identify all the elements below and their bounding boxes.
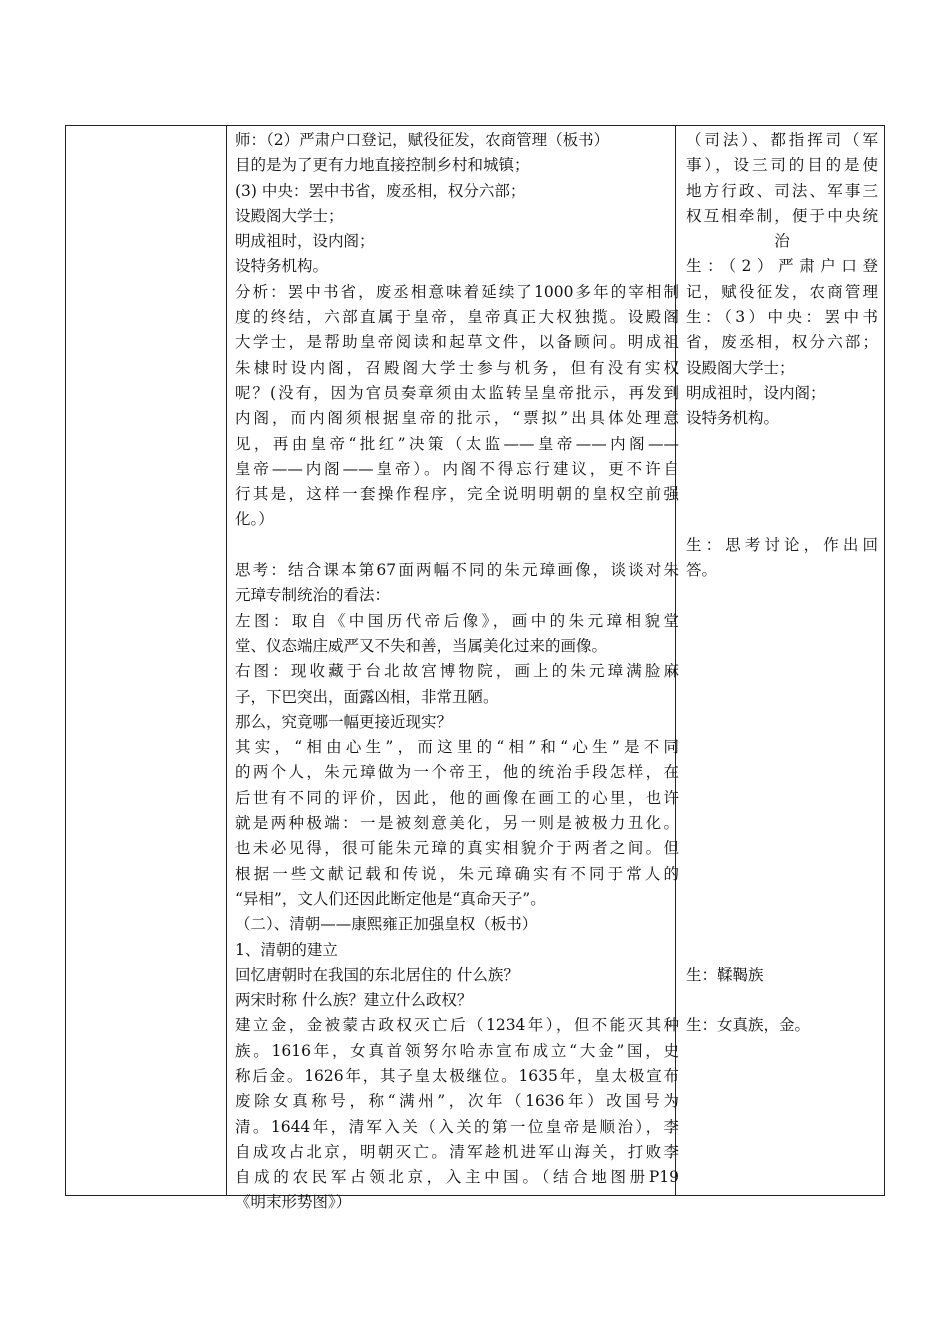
teacher-text-line: 内阁，而内阁须根据皇帝的批示，“票拟”出具体处理意	[235, 409, 679, 428]
teacher-text-line: 也未必见得，很可能朱元璋的真实相貌介于两者之间。但	[235, 839, 679, 858]
student-text-line: 权互相牵制，便于中央统	[686, 206, 878, 225]
teacher-text-line: 师：（2）严肃户口登记，赋役征发，农商管理（板书）	[235, 131, 610, 149]
teacher-text-line: （二）、清朝——康熙雍正加强皇权（板书）	[235, 915, 538, 934]
teacher-text-line: 堂、仪态端庄威严又不失和善，当属美化过来的画像。	[235, 636, 608, 655]
student-text-line	[686, 583, 878, 608]
student-text-line	[686, 685, 878, 710]
teacher-text-line: 根据一些文献记载和传说，朱元璋确实有不同于常人的	[235, 864, 679, 883]
teacher-text-line: 两宋时称 什么族？建立什么政权？	[235, 991, 473, 1010]
student-activity-column	[686, 128, 878, 1039]
teacher-text-line: 废除女真称号，称“满州”，次年（1636年）改国号为	[235, 1092, 679, 1111]
student-text-line: 明成祖时，设内阁；	[686, 383, 826, 402]
student-text-line	[686, 710, 878, 735]
student-text-line: 治	[774, 232, 790, 251]
teacher-text-line: 明成祖时，设内阁；	[235, 232, 375, 251]
student-text-line	[686, 836, 878, 861]
student-text-line: 答。	[686, 561, 718, 580]
teacher-text-line: 度的终结，六部直属于皇帝，皇帝真正大权独揽。设殿阁	[235, 308, 679, 327]
teacher-text-line: 设殿阁大学士；	[235, 206, 344, 225]
student-text-line	[686, 912, 878, 937]
student-text-line: 生：思考讨论，作出回	[686, 535, 878, 554]
teacher-text-line: 其实，“相由心生”，而这里的“相”和“心生”是不同	[235, 738, 679, 757]
student-text-line	[686, 760, 878, 785]
student-text-line	[686, 786, 878, 811]
student-text-line: 记，赋役征发，农商管理	[686, 282, 878, 301]
teacher-text-line: 设特务机构。	[235, 257, 329, 276]
teacher-text-line: 呢？(没有，因为官员奏章须由太监转呈皇帝批示，再发到	[235, 383, 679, 402]
teacher-text-line: 思考：结合课本第67面两幅不同的朱元璋画像，谈谈对朱	[235, 561, 679, 580]
teacher-text-line: 就是两种极端：一是被刻意美化，另一则是被极力丑化。	[235, 814, 679, 833]
teacher-text-line: 称后金。1626年，其子皇太极继位。1635年，皇太极宣布	[235, 1066, 679, 1085]
teacher-text-line: 子，下巴突出，面露凶相，非常丑陋。	[235, 687, 499, 706]
student-text-line	[686, 735, 878, 760]
student-text-line	[686, 457, 878, 482]
student-text-line	[686, 811, 878, 836]
student-text-line	[686, 938, 878, 963]
teacher-text-line: 化。）	[235, 510, 274, 529]
teacher-text-line: 目的是为了更有力地直接控制乡村和城镇；	[235, 156, 530, 175]
teacher-text-line: 自成攻占北京，明朝灭亡。清军趁机进军山海关，打败李	[235, 1142, 679, 1161]
teacher-text-line: 自成的农民军占领北京，入主中国。（结合地图册P19	[235, 1168, 679, 1187]
student-text-line	[686, 988, 878, 1013]
student-text-line	[686, 862, 878, 887]
teacher-text-line: 《明末形势图》）	[235, 1193, 352, 1212]
teacher-text-line: 右图：现收藏于台北故宫博物院，画上的朱元璋满脸麻	[235, 662, 679, 681]
student-text-line	[686, 634, 878, 659]
teacher-text-line: 建立金，金被蒙古政权灭亡后（1234年），但不能灭其种	[235, 1016, 679, 1035]
student-text-line	[686, 482, 878, 507]
student-text-line	[686, 887, 878, 912]
student-text-line: 地方行政、司法、军事三	[686, 181, 878, 200]
student-text-line: 事），设三司的目的是使	[686, 156, 878, 175]
teacher-text-line: “异相”，文人们还因此断定他是“真命天子”。	[235, 889, 546, 908]
student-text-line: 生：鞣鞨族	[686, 965, 764, 984]
teacher-text-line	[235, 533, 679, 558]
student-text-line: 生：（2）严肃户口登	[686, 257, 878, 276]
student-text-line: （司法）、都指挥司（军	[686, 131, 878, 149]
teacher-text-line: 左图：取自《中国历代帝后像》，画中的朱元璋相貌堂	[235, 611, 679, 630]
lesson-table	[65, 125, 885, 1212]
teacher-text-line: 行其是，这样一套操作程序，完全说明明朝的皇权空前强	[235, 485, 679, 504]
teacher-text-line: 清。1644年，清军入关（入关的第一位皇帝是顺治），李	[235, 1117, 679, 1136]
teacher-text-line: 1、清朝的建立	[235, 940, 338, 959]
student-text-line: 生：女真族，金。	[686, 1016, 811, 1035]
teacher-text-line: 元璋专制统治的看法：	[235, 586, 391, 605]
student-text-line	[686, 609, 878, 634]
teacher-text-line: 分析：罢中书省，废丞相意味着延续了1000多年的宰相制	[235, 282, 679, 301]
teacher-text-line: 回忆唐朝时在我国的东北居住的 什么族？	[235, 965, 519, 984]
student-text-line	[686, 507, 878, 532]
teacher-text-line: 后世有不同的评价，因此，他的画像在画工的心里，也许	[235, 788, 679, 807]
teacher-text-line: 见，再由皇帝“批红”决策（太监——皇帝——内阁——	[235, 434, 679, 453]
teacher-text-line: 皇帝——内阁——皇帝）。内阁不得忘行建议，更不许自	[235, 459, 679, 478]
student-text-line: 生：（3）中央：罢中书	[686, 308, 878, 327]
student-text-line: 省，废丞相，权分六部；	[686, 333, 878, 352]
teacher-text-line: (3) 中央：罢中书省，废丞相，权分六部；	[235, 181, 526, 200]
student-text-line	[686, 432, 878, 457]
student-text-line	[686, 659, 878, 684]
column-divider-left	[226, 126, 227, 1195]
student-text-line: 设殿阁大学士；	[686, 358, 795, 377]
student-text-line: 设特务机构。	[686, 409, 780, 428]
teacher-activity-column	[235, 128, 679, 1216]
teacher-text-line: 族。1616年，女真首领努尔哈赤宣布成立“大金”国，史	[235, 1041, 679, 1060]
teacher-text-line: 那么，究竟哪一幅更接近现实？	[235, 712, 453, 731]
teacher-text-line: 的两个人，朱元璋做为一个帝王，他的统治手段怎样，在	[235, 763, 679, 782]
teacher-text-line: 朱棣时设内阁，召殿阁大学士参与机务，但有没有实权	[235, 358, 679, 377]
teacher-text-line: 大学士，是帮助皇帝阅读和起草文件，以备顾问。明成祖	[235, 333, 679, 352]
